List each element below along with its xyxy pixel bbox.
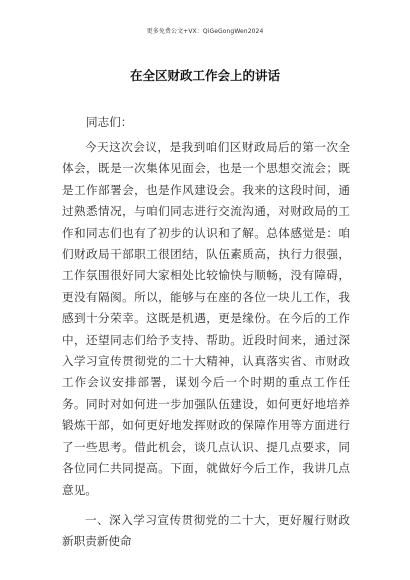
salutation: 同志们： [86, 115, 133, 129]
document-title: 在全区财政工作会上的讲话 [129, 68, 280, 83]
header-note: 更多免费公文+VX：QiGeGongWen2024 [146, 28, 264, 35]
section-heading-paragraph: 一、深入学习宣传贯彻党的二十大，更好履行财政新职责新使命 [62, 513, 350, 549]
body-paragraph: 今天这次会议，是我到咱们区财政局后的第一次全体会，既是一次集体见面会，也是一个思想交流会；既是工作部署会，也是作风建设会。我来的这段时间，通过熟悉情况，与咱们同志进行交流沟通，对财政局的工作和同志们也有了初步的认识和了解。总体感觉是：咱们财政局干部职工很团结，队伍素质高，执行力很强，工作氛围很好同大家相处比较愉快与顺畅，没有障碍，更没有隔阂。所以，能够与在座的各位一块儿工作，我感到十分荣幸。这既是机遇，更是缘份。在今后的工作中，还望同志们给予支持、帮助。近段时间来，通过深入学习宣传贯彻党的二十大精神，认真落实省、市财政工作会议安排部署，谋划今后一个时期的重点工作任务。同时对如何进一步加强队伍建设，如何更好地培养锻炼干部，如何更好地发挥财政的保障作用等方面进行了一些思考。借此机会，谈几点认识、提几点要求，同各位同仁共同提高。下面，就做好今后工作，我讲几点意见。 [62, 140, 350, 497]
